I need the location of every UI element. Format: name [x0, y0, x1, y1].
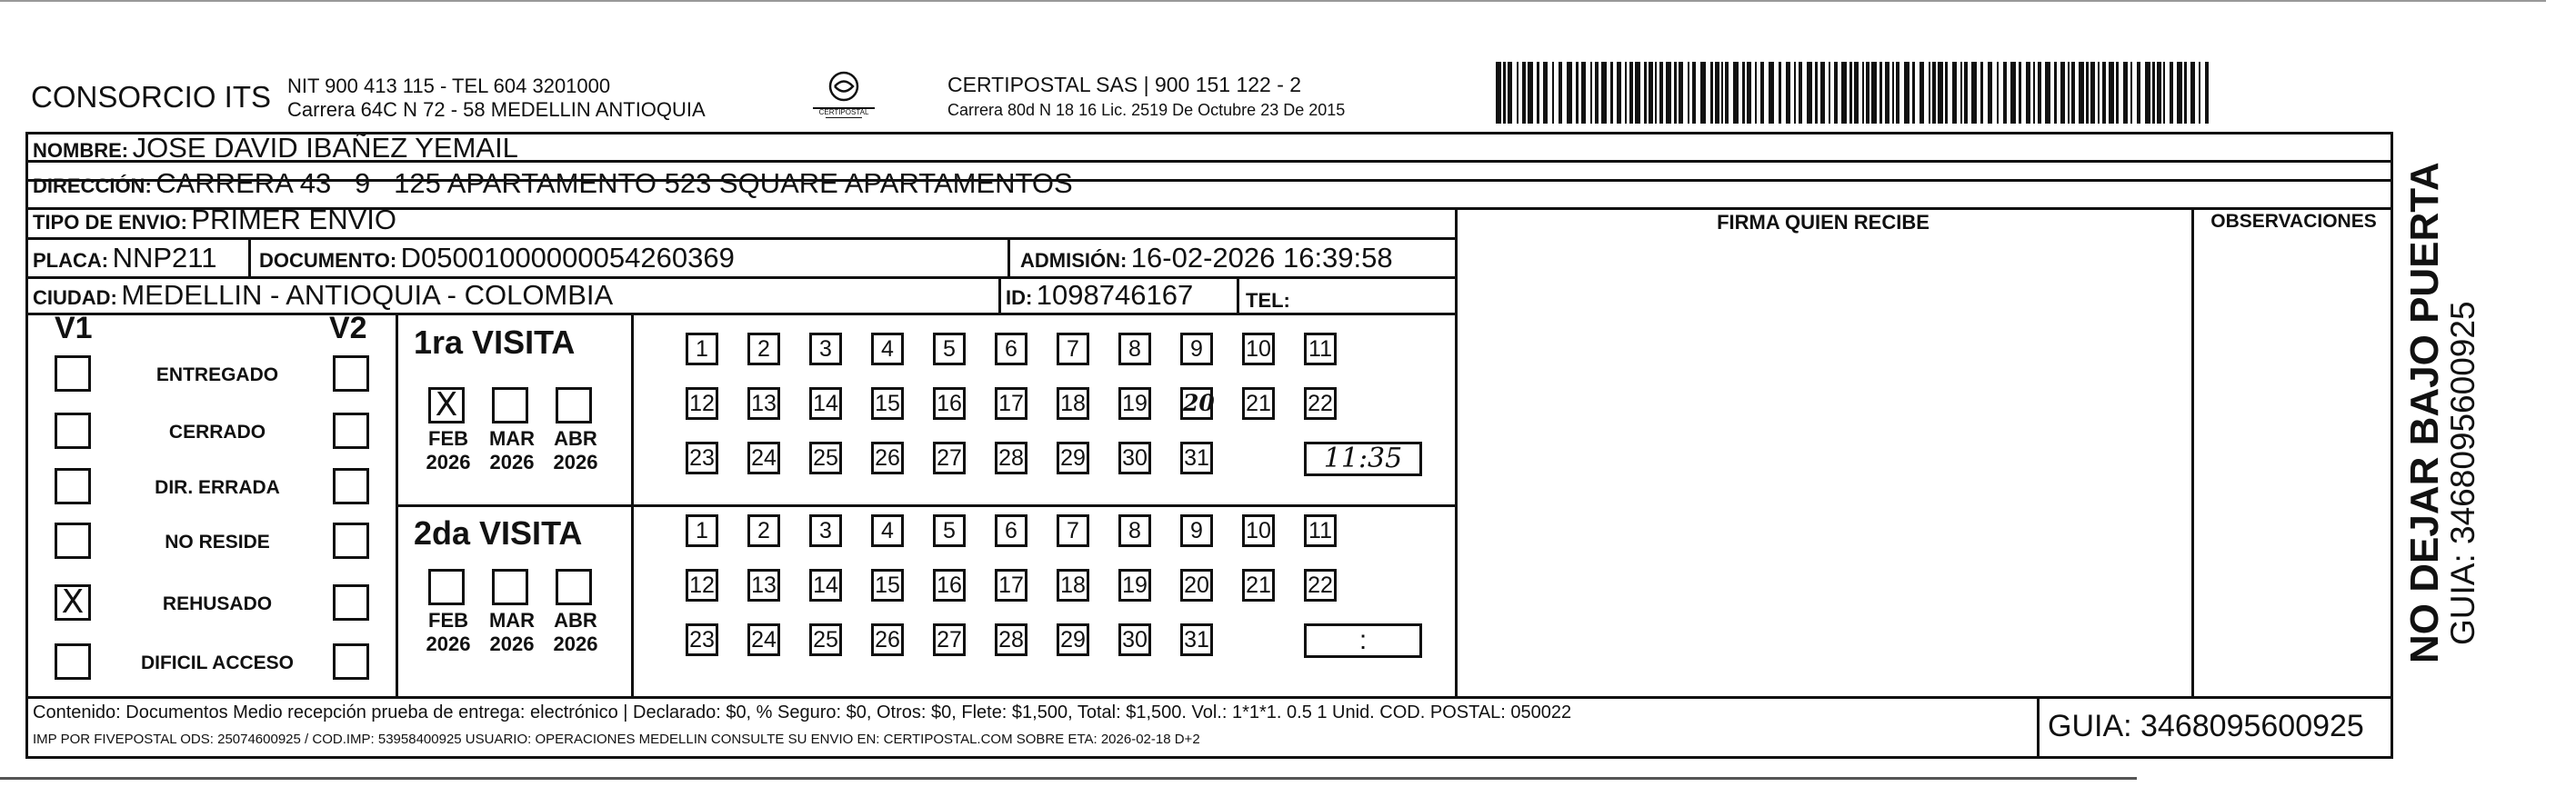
barcode-bar — [1815, 62, 1818, 124]
barcode-bar — [1829, 62, 1830, 124]
barcode-bar — [1601, 62, 1607, 124]
col-divider — [248, 237, 251, 276]
barcode-bar — [1755, 62, 1757, 124]
first-month-checkbox[interactable] — [556, 387, 592, 423]
barcode-bar — [1659, 62, 1663, 124]
reason-label: REHUSADO — [162, 593, 273, 614]
v1-checkbox[interactable] — [55, 413, 91, 449]
first-day-box[interactable]: 15 — [871, 387, 904, 420]
second-day-box[interactable]: 20 — [1180, 569, 1213, 602]
barcode-bar — [1537, 62, 1539, 124]
barcode-bar — [2199, 62, 2200, 124]
barcode-bar — [1692, 62, 1696, 124]
barcode-bar — [1590, 62, 1592, 124]
month-label: ABR — [554, 427, 597, 450]
barcode-bar — [1517, 62, 1519, 124]
barcode-bar — [2071, 62, 2075, 124]
ciudad-value: MEDELLIN - ANTIOQUIA - COLOMBIA — [121, 279, 614, 311]
barcode-bar — [2184, 62, 2187, 124]
barcode-bar — [1581, 62, 1586, 124]
second-day-box[interactable]: 31 — [1180, 623, 1213, 656]
col-divider — [396, 313, 398, 697]
scan-edge-line-bottom — [0, 777, 2137, 780]
nombre-value: JOSE DAVID IBAÑEZ YEMAIL — [132, 132, 518, 164]
direccion-value: CARRERA 43 9 125 APARTAMENTO 523 SQUARE APARTAMENTOS — [155, 167, 1073, 199]
first-day-box[interactable]: 20 — [1180, 387, 1213, 420]
barcode-bar — [1938, 62, 1943, 124]
second-day-box[interactable]: 29 — [1057, 623, 1089, 656]
barcode-bar — [2086, 62, 2089, 124]
admision-label: ADMISIÓN: — [1020, 249, 1128, 272]
col-divider — [1007, 237, 1010, 276]
barcode-bar — [1617, 62, 1621, 124]
second-day-box[interactable]: 10 — [1242, 514, 1275, 547]
barcode-bar — [1610, 62, 1613, 124]
barcode-bar — [1559, 62, 1562, 124]
barcode-bar — [2079, 62, 2084, 124]
first-day-box[interactable]: 21 — [1242, 387, 1275, 420]
barcode-bar — [1576, 62, 1579, 124]
contents-line: Contenido: Documentos Medio recepción prueba de entrega: electrónico | Declarado: $0, % Seguro: $0, Otros: $0, Flete: $1,500, Total: $1,500. Vol.: 1*1*1. 0.5 1 Unid. COD. POSTAL: 050022 — [33, 702, 1572, 722]
reason-label: NO RESIDE — [165, 532, 270, 553]
first-month-checkbox[interactable] — [492, 387, 528, 423]
barcode-bar — [2177, 62, 2182, 124]
ciudad-cell — [33, 279, 613, 312]
admision-cell — [1020, 242, 1393, 274]
reason-label: ENTREGADO — [155, 364, 279, 385]
second-day-box[interactable]: 3 — [809, 514, 842, 547]
first-day-box[interactable]: 7 — [1057, 333, 1089, 365]
second-month-checkbox[interactable] — [492, 569, 528, 605]
first-day-box[interactable]: 13 — [747, 387, 780, 420]
second-day-box[interactable]: 18 — [1057, 569, 1089, 602]
courier-logo-text: CERTIPOSTAL — [818, 108, 869, 116]
barcode-bar — [1871, 62, 1877, 124]
first-day-box[interactable]: 26 — [871, 442, 904, 474]
barcode-bar — [2130, 62, 2132, 124]
v2-checkbox[interactable] — [333, 468, 369, 504]
side-guia-text: GUIA: 3468095600925 — [2444, 301, 2481, 645]
barcode-bar — [1733, 62, 1739, 124]
documento-value: D05001000000054260369 — [400, 242, 735, 274]
barcode-bar — [1674, 62, 1677, 124]
barcode-bar — [1964, 62, 1968, 124]
first-day-box[interactable]: 19 — [1118, 387, 1151, 420]
barcode-bar — [1508, 62, 1512, 124]
v1-checkbox[interactable] — [55, 468, 91, 504]
col-divider — [1455, 207, 1458, 697]
second-day-box[interactable]: 22 — [1304, 569, 1337, 602]
first-day-box[interactable]: 17 — [995, 387, 1027, 420]
first-day-box[interactable]: 25 — [809, 442, 842, 474]
barcode-bar — [2038, 62, 2041, 124]
second-day-box[interactable]: 13 — [747, 569, 780, 602]
barcode-bar — [1649, 62, 1653, 124]
first-visit-title: 1ra VISITA — [414, 324, 576, 361]
second-day-box[interactable]: 30 — [1118, 623, 1151, 656]
courier-license: Carrera 80d N 18 16 Lic. 2519 De Octubre 23 De 2015 — [947, 101, 1346, 119]
documento-label: DOCUMENTO: — [259, 249, 397, 272]
barcode-bar — [1807, 62, 1812, 124]
barcode-bar — [1892, 62, 1894, 124]
first-day-box[interactable]: 16 — [933, 387, 966, 420]
barcode-bar — [2163, 62, 2165, 124]
footer-guia: GUIA: 3468095600925 — [2048, 709, 2364, 743]
month-label: FEB — [428, 427, 468, 450]
sender-name: CONSORCIO ITS — [31, 80, 272, 114]
scan-edge-line — [0, 0, 2546, 2]
barcode-bar — [2033, 62, 2035, 124]
barcode-bar — [2157, 62, 2161, 124]
barcode-bar — [1980, 62, 1983, 124]
col-divider — [2191, 207, 2194, 697]
barcode-bar — [2054, 62, 2057, 124]
barcode-bar — [1528, 62, 1533, 124]
first-day-box[interactable]: 24 — [747, 442, 780, 474]
v1-checkbox[interactable] — [55, 355, 91, 392]
v2-header: V2 — [329, 311, 367, 345]
v1-header: V1 — [55, 311, 93, 345]
second-day-box[interactable]: 17 — [995, 569, 1027, 602]
documento-cell — [259, 242, 735, 274]
barcode-bar — [1997, 62, 1999, 124]
barcode-bar — [1866, 62, 1869, 124]
second-day-box[interactable]: 11 — [1304, 514, 1337, 547]
barcode-bar — [1885, 62, 1889, 124]
second-day-box[interactable]: 1 — [686, 514, 718, 547]
v1-checkbox[interactable] — [55, 523, 91, 559]
barcode-bar — [1854, 62, 1859, 124]
first-day-box[interactable]: 10 — [1242, 333, 1275, 365]
first-month-checkbox[interactable] — [428, 387, 465, 423]
barcode-bar — [1945, 62, 1948, 124]
barcode-bar — [2190, 62, 2195, 124]
barcode-bar — [2109, 62, 2114, 124]
barcode-bar — [1834, 62, 1838, 124]
month-label: MAR — [488, 609, 536, 632]
col-divider — [998, 276, 1001, 313]
second-month-checkbox[interactable] — [556, 569, 592, 605]
second-day-box[interactable]: 14 — [809, 569, 842, 602]
barcode-bar — [1688, 62, 1689, 124]
barcode-bar — [1679, 62, 1683, 124]
barcode-bar — [2170, 62, 2173, 124]
v2-checkbox[interactable] — [333, 584, 369, 621]
id-value: 1098746167 — [1036, 279, 1194, 311]
barcode-bar — [1595, 62, 1599, 124]
second-day-box[interactable]: 4 — [871, 514, 904, 547]
first-day-box[interactable]: 8 — [1118, 333, 1151, 365]
barcode-bar — [2123, 62, 2128, 124]
barcode-bar — [2026, 62, 2030, 124]
sender-address: Carrera 64C N 72 - 58 MEDELLIN ANTIOQUIA — [287, 98, 706, 121]
second-month-checkbox[interactable] — [428, 569, 465, 605]
barcode-bar — [1896, 62, 1899, 124]
barcode-bar — [1543, 62, 1548, 124]
barcode-bar — [1760, 62, 1764, 124]
ciudad-label: CIUDAD: — [33, 286, 117, 309]
barcode-bar — [1552, 62, 1554, 124]
firma-header: FIRMA QUIEN RECIBE — [1717, 211, 1929, 234]
barcode — [1494, 62, 2221, 124]
side-warning — [2402, 154, 2446, 663]
barcode-bar — [2137, 62, 2140, 124]
barcode-bar — [1904, 62, 1909, 124]
barcode-bar — [1496, 62, 1501, 124]
first-day-box[interactable]: 22 — [1304, 387, 1337, 420]
first-day-box[interactable]: 9 — [1180, 333, 1213, 365]
admision-value: 16-02-2026 16:39:58 — [1130, 242, 1393, 274]
first-day-box[interactable]: 6 — [995, 333, 1027, 365]
barcode-bar — [1715, 62, 1719, 124]
barcode-bar — [1919, 62, 1924, 124]
barcode-bar — [1567, 62, 1572, 124]
second-day-box[interactable]: 21 — [1242, 569, 1275, 602]
barcode-bar — [1862, 62, 1864, 124]
second-day-box[interactable]: 26 — [871, 623, 904, 656]
first-day-box[interactable]: 1 — [686, 333, 718, 365]
barcode-bar — [2045, 62, 2050, 124]
barcode-bar — [1988, 62, 1992, 124]
side-warning-text: NO DEJAR BAJO PUERTA — [2402, 162, 2447, 663]
second-day-box[interactable]: 27 — [933, 623, 966, 656]
v2-checkbox[interactable] — [333, 523, 369, 559]
barcode-bar — [1629, 62, 1633, 124]
barcode-bar — [1779, 62, 1781, 124]
second-day-box[interactable]: 12 — [686, 569, 718, 602]
tipo-row — [33, 204, 396, 236]
barcode-bar — [1841, 62, 1847, 124]
second-day-box[interactable]: 5 — [933, 514, 966, 547]
first-day-box[interactable]: 11 — [1304, 333, 1337, 365]
barcode-bar — [2205, 62, 2209, 124]
first-time-field[interactable]: 11:35 — [1304, 442, 1422, 476]
col-divider — [631, 313, 634, 697]
reason-label: DIR. ERRADA — [155, 477, 280, 498]
first-day-box[interactable]: 31 — [1180, 442, 1213, 474]
second-day-box[interactable]: 15 — [871, 569, 904, 602]
second-day-box[interactable]: 25 — [809, 623, 842, 656]
first-day-box[interactable]: 27 — [933, 442, 966, 474]
v2-checkbox[interactable] — [333, 413, 369, 449]
barcode-bar — [1929, 62, 1930, 124]
first-day-box[interactable]: 4 — [871, 333, 904, 365]
id-label: ID: — [1006, 286, 1033, 309]
barcode-bar — [2003, 62, 2007, 124]
barcode-bar — [1655, 62, 1657, 124]
direccion-label: DIRECCIÓN: — [33, 174, 152, 197]
year-label: 2026 — [426, 451, 471, 473]
v2-checkbox[interactable] — [333, 643, 369, 680]
col-divider — [2037, 696, 2040, 759]
courier-name: CERTIPOSTAL SAS | 900 151 122 - 2 — [947, 73, 1302, 96]
first-day-box[interactable]: 12 — [686, 387, 718, 420]
nombre-row — [33, 132, 518, 164]
courier-logo — [807, 69, 880, 122]
month-checkbox-mark: X — [435, 386, 458, 423]
first-day-box[interactable]: 18 — [1057, 387, 1089, 420]
barcode-bar — [1503, 62, 1506, 124]
barcode-bar — [1799, 62, 1802, 124]
barcode-bar — [1666, 62, 1671, 124]
barcode-bar — [1849, 62, 1852, 124]
placa-value: NNP211 — [112, 242, 217, 274]
tel-label: TEL: — [1246, 289, 1290, 312]
barcode-bar — [2068, 62, 2070, 124]
row-divider — [25, 237, 1455, 240]
imp-line: IMP POR FIVEPOSTAL ODS: 25074600925 / COD.IMP: 53958400925 USUARIO: OPERACIONES MEDELLIN CONSULTE SU ENVIO EN: CERTIPOSTAL.COM SOBRE ETA: 2026-02-18 D+2 — [33, 732, 1200, 747]
barcode-bar — [1786, 62, 1790, 124]
nombre-label: NOMBRE: — [33, 139, 129, 162]
second-day-box[interactable]: 7 — [1057, 514, 1089, 547]
barcode-bar — [2152, 62, 2155, 124]
barcode-bar — [2145, 62, 2150, 124]
v1-checkbox-mark: X — [61, 583, 85, 621]
reason-label: CERRADO — [168, 422, 266, 443]
month-label: FEB — [428, 609, 468, 632]
second-time-field[interactable]: : — [1304, 623, 1422, 658]
first-day-box[interactable]: 23 — [686, 442, 718, 474]
v1-checkbox[interactable] — [55, 584, 91, 621]
v1-checkbox[interactable] — [55, 643, 91, 680]
barcode-bar — [2116, 62, 2119, 124]
barcode-bar — [1794, 62, 1796, 124]
observaciones-header: OBSERVACIONES — [2210, 211, 2377, 232]
barcode-bar — [1522, 62, 1526, 124]
reason-label: DIFICIL ACCESO — [140, 653, 294, 673]
year-label: 2026 — [426, 633, 471, 655]
barcode-bar — [1912, 62, 1915, 124]
first-day-box[interactable]: 30 — [1118, 442, 1151, 474]
second-day-box[interactable]: 9 — [1180, 514, 1213, 547]
year-label: 2026 — [553, 451, 598, 473]
first-day-box[interactable]: 29 — [1057, 442, 1089, 474]
id-cell — [1006, 279, 1193, 312]
col-divider — [1237, 276, 1239, 313]
barcode-bar — [1635, 62, 1640, 124]
first-day-box[interactable]: 14 — [809, 387, 842, 420]
barcode-bar — [1721, 62, 1723, 124]
side-guia — [2444, 173, 2482, 645]
second-day-box[interactable]: 23 — [686, 623, 718, 656]
first-day-box[interactable]: 2 — [747, 333, 780, 365]
first-day-box[interactable]: 28 — [995, 442, 1027, 474]
month-label: ABR — [554, 609, 597, 632]
barcode-bar — [2060, 62, 2065, 124]
barcode-bar — [1769, 62, 1774, 124]
barcode-bar — [2090, 62, 2095, 124]
barcode-bar — [1700, 62, 1706, 124]
barcode-bar — [2019, 62, 2021, 124]
year-label: 2026 — [489, 633, 535, 655]
barcode-bar — [1932, 62, 1936, 124]
barcode-bar — [1747, 62, 1751, 124]
barcode-bar — [1820, 62, 1825, 124]
year-label: 2026 — [553, 633, 598, 655]
direccion-row — [33, 167, 1073, 200]
barcode-bar — [1879, 62, 1882, 124]
sender-nit: NIT 900 413 115 - TEL 604 3201000 — [287, 75, 611, 97]
second-visit-title: 2da VISITA — [414, 514, 583, 552]
tipo-label: TIPO DE ENVIO: — [33, 211, 187, 234]
year-label: 2026 — [489, 451, 535, 473]
barcode-bar — [1644, 62, 1647, 124]
barcode-bar — [1725, 62, 1729, 124]
second-day-box[interactable]: 16 — [933, 569, 966, 602]
barcode-bar — [1742, 62, 1745, 124]
barcode-bar — [2102, 62, 2106, 124]
second-day-box[interactable]: 28 — [995, 623, 1027, 656]
visit-divider — [396, 504, 1455, 507]
barcode-bar — [1971, 62, 1977, 124]
row-divider — [25, 313, 1455, 315]
barcode-bar — [1625, 62, 1627, 124]
tel-cell — [1246, 282, 1290, 314]
barcode-bar — [2098, 62, 2100, 124]
barcode-bar — [1952, 62, 1957, 124]
second-day-box[interactable]: 2 — [747, 514, 780, 547]
barcode-bar — [2010, 62, 2016, 124]
second-day-box[interactable]: 24 — [747, 623, 780, 656]
second-day-box[interactable]: 19 — [1118, 569, 1151, 602]
placa-cell — [33, 242, 216, 274]
second-day-box[interactable]: 6 — [995, 514, 1027, 547]
barcode-bar — [1960, 62, 1962, 124]
first-day-box[interactable]: 3 — [809, 333, 842, 365]
barcode-bar — [1710, 62, 1713, 124]
tipo-value: PRIMER ENVIO — [191, 204, 397, 235]
v2-checkbox[interactable] — [333, 355, 369, 392]
first-day-box[interactable]: 5 — [933, 333, 966, 365]
month-label: MAR — [488, 427, 536, 450]
placa-label: PLACA: — [33, 249, 109, 272]
second-day-box[interactable]: 8 — [1118, 514, 1151, 547]
